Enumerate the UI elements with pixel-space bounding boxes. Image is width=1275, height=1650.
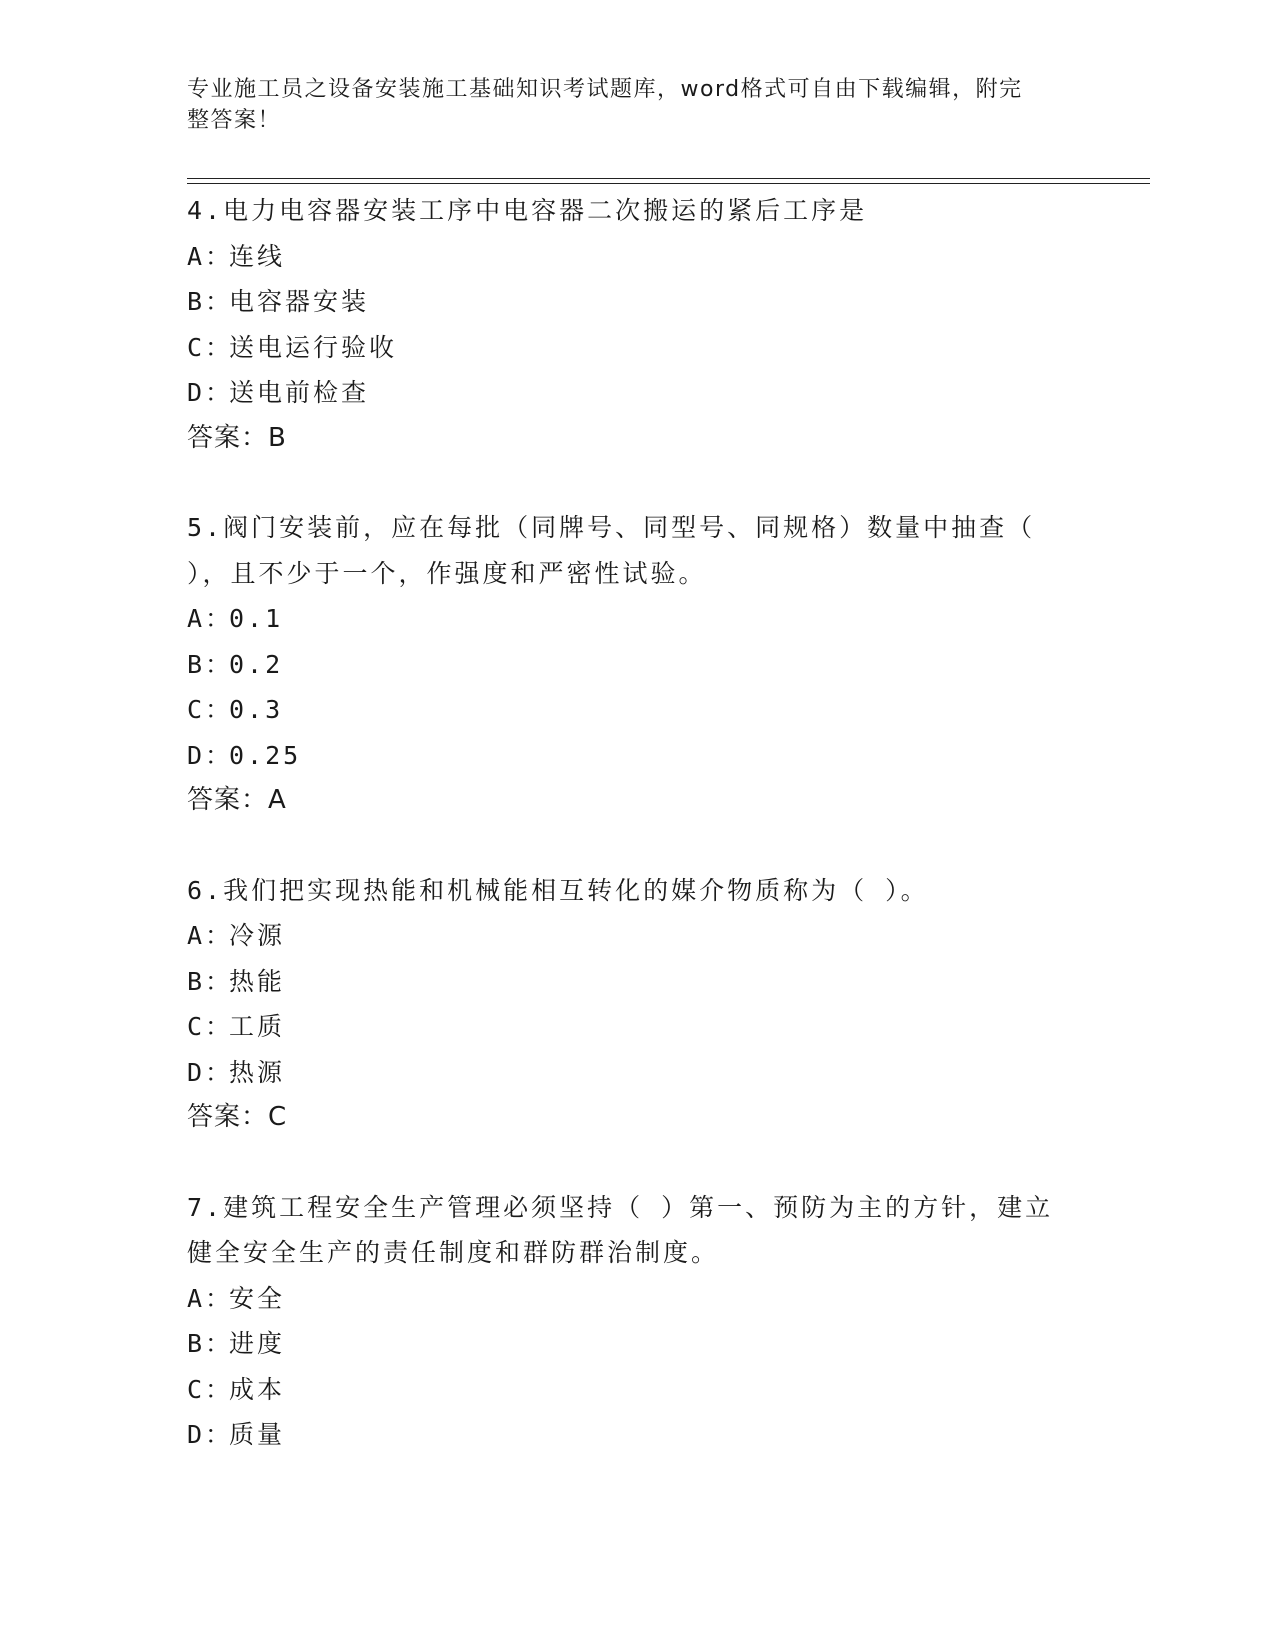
option-letter: A： <box>187 921 234 950</box>
answer-line: 答案：B <box>187 422 287 453</box>
question-6 <box>187 868 1087 1141</box>
option-letter: B： <box>187 966 234 996</box>
question-stem-line-2: ），且不少于一个，作强度和严密性试验。 <box>187 558 707 588</box>
option-c <box>187 687 1087 733</box>
option-d <box>187 370 1087 416</box>
answer-line: 答案：A <box>187 785 287 815</box>
document-header <box>187 74 1067 136</box>
question-stem-line-2: 健全安全生产的责任制度和群防群治制度。 <box>187 1238 720 1267</box>
question-stem-line-1: 5.阀门安装前，应在每批（同牌号、同型号、同规格）数量中抽查（ <box>187 513 1036 542</box>
option-text: 连线 <box>229 241 286 271</box>
option-b <box>187 959 1087 1005</box>
question-stem-line-1: 7.建筑工程安全生产管理必须坚持（ ）第一、预防为主的方针，建立 <box>187 1192 1054 1222</box>
question-7 <box>187 1185 1087 1458</box>
option-c <box>187 1367 1087 1413</box>
option-text: 0.2 <box>229 649 284 679</box>
option-text: 冷源 <box>229 921 286 950</box>
question-stem: 4.电力电容器安装工序中电容器二次搬运的紧后工序是 <box>187 196 868 225</box>
option-letter: D： <box>187 1057 234 1087</box>
option-a <box>187 596 1087 642</box>
option-text: 电容器安装 <box>229 287 370 316</box>
option-c <box>187 1004 1087 1050</box>
option-a <box>187 234 1087 280</box>
option-text: 0.1 <box>229 604 284 633</box>
option-letter: D： <box>187 378 234 407</box>
option-letter: A： <box>187 241 234 271</box>
option-letter: A： <box>187 1283 234 1313</box>
option-d <box>187 1412 1087 1458</box>
header-divider-bottom <box>187 183 1150 184</box>
option-letter: C： <box>187 1374 234 1404</box>
option-d <box>187 1050 1087 1096</box>
option-text: 热源 <box>229 1057 286 1087</box>
header-divider-top <box>187 178 1150 179</box>
option-text: 热能 <box>229 966 286 996</box>
option-text: 质量 <box>229 1420 286 1449</box>
option-letter: C： <box>187 695 234 724</box>
option-text: 安全 <box>229 1283 286 1313</box>
header-line-1: 专业施工员之设备安装施工基础知识考试题库，word格式可自由下载编辑，附完 <box>187 77 1023 102</box>
option-letter: B： <box>187 649 234 679</box>
option-letter: D： <box>187 740 234 770</box>
option-text: 进度 <box>229 1329 286 1358</box>
option-letter: B： <box>187 1329 234 1358</box>
question-5 <box>187 505 1087 824</box>
option-c <box>187 325 1087 371</box>
option-letter: C： <box>187 332 234 362</box>
option-text: 0.3 <box>229 695 284 724</box>
question-4 <box>187 188 1087 461</box>
option-text: 送电运行验收 <box>229 332 398 362</box>
option-text: 成本 <box>229 1374 286 1404</box>
question-list <box>187 188 1087 1458</box>
option-text: 送电前检查 <box>229 378 370 407</box>
option-letter: C： <box>187 1012 234 1041</box>
option-d <box>187 733 1087 779</box>
answer-line: 答案：C <box>187 1102 288 1132</box>
option-text: 工质 <box>229 1012 286 1041</box>
option-letter: B： <box>187 287 234 316</box>
option-b <box>187 279 1087 325</box>
option-a <box>187 913 1087 959</box>
header-line-2: 整答案！ <box>187 108 282 133</box>
option-b <box>187 642 1087 688</box>
option-b <box>187 1321 1087 1367</box>
option-letter: D： <box>187 1420 234 1449</box>
option-text: 0.25 <box>229 740 302 770</box>
option-letter: A： <box>187 604 234 633</box>
question-stem: 6.我们把实现热能和机械能相互转化的媒介物质称为（ ）。 <box>187 875 929 905</box>
option-a <box>187 1276 1087 1322</box>
